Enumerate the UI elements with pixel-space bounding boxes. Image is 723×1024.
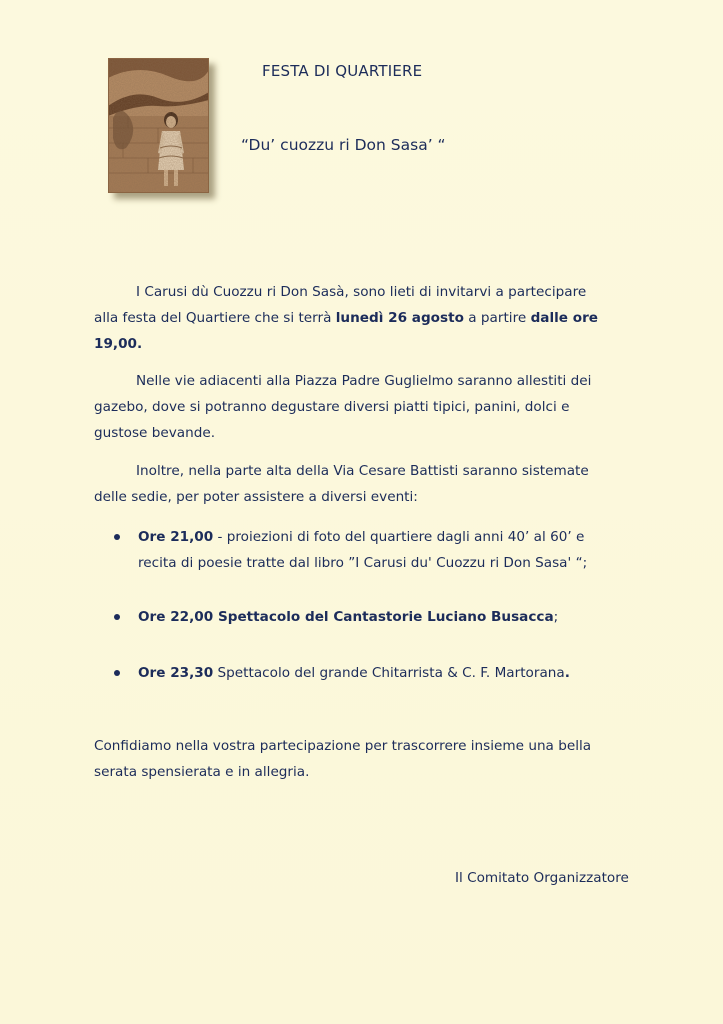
paragraph-line: Confidiamo nella vostra partecipazione per trascorrere insieme una bella [94,738,592,754]
bullet-icon [114,534,120,540]
event-description: - proiezioni di foto del quartiere dagli anni 40’ al 60’ e [213,529,585,545]
event-line [138,524,584,550]
paragraph-events-intro [94,458,654,510]
event-time: Ore 23,30 [138,665,214,681]
event-time: Ore 22,00 Spettacolo del Cantastorie Luciano Busacca [138,609,554,625]
paragraph-line: serata spensierata e in allegria. [94,764,310,780]
event-description: Spettacolo del grande Chitarrista & C. F. Martorana [213,665,565,681]
page-subtitle: “Du’ cuozzu ri Don Sasa’ “ [241,136,446,154]
paragraph-line: I Carusi dù Cuozzu ri Don Sasà, sono lieti di invitarvi a partecipare [136,284,587,300]
event-time: Ore 21,00 [138,529,214,545]
time-highlight: dalle ore [530,310,599,326]
text-segment: alla festa del Quartiere che si terrà [94,310,336,326]
event-description: ; [553,609,559,625]
paragraph-invitation [94,279,654,357]
page-title: FESTA DI QUARTIERE [262,62,423,80]
event-punctuation: . [564,665,570,681]
event-line: recita di poesie tratte dal libro ”I Carusi du' Cuozzu ri Don Sasa' “; [138,555,588,571]
bullet-icon [114,614,120,620]
vintage-photo [108,58,209,193]
paragraph-line: gustose bevande. [94,425,216,441]
date-highlight: lunedì 26 agosto [335,310,464,326]
time-highlight: 19,00. [94,336,143,352]
bullet-icon [114,670,120,676]
event-line [138,604,558,630]
paragraph-line: Inoltre, nella parte alta della Via Cesare Battisti saranno sistemate [136,463,589,479]
paragraph-closing [94,733,654,785]
signature: Il Comitato Organizzatore [455,870,629,886]
event-line [138,660,570,686]
vintage-photo-icon [108,58,209,193]
paragraph-line [94,305,654,331]
paragraph-line: gazebo, dove si potranno degustare diversi piatti tipici, panini, dolci e [94,399,570,415]
paragraph-line: Nelle vie adiacenti alla Piazza Padre Guglielmo saranno allestiti dei [136,373,592,389]
text-segment: a partire [463,310,531,326]
paragraph-line: delle sedie, per poter assistere a diversi eventi: [94,489,418,505]
paragraph-gazebo [94,368,654,446]
